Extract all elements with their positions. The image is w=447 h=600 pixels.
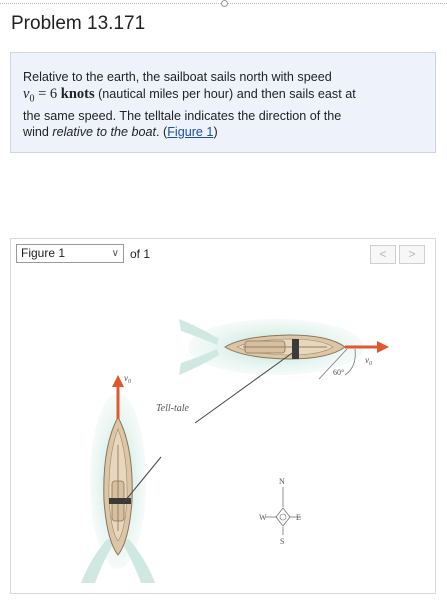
mast-block-north: [109, 498, 131, 504]
prev-figure-button[interactable]: <: [370, 245, 396, 264]
compass-w: W: [259, 513, 267, 522]
compass-e: E: [296, 513, 301, 522]
figure-select[interactable]: [16, 244, 124, 263]
compass-s: S: [280, 537, 285, 546]
telltale-label: Tell-tale: [156, 403, 189, 414]
figure-panel: [10, 238, 436, 594]
sailboat-diagram: [11, 269, 435, 593]
page-title: Problem 13.171: [11, 13, 146, 34]
relative-phrase: relative to the boat: [52, 125, 157, 140]
boat-north: [81, 393, 161, 583]
figure-count: of 1: [130, 247, 151, 261]
v0-equals: = 6: [34, 85, 61, 102]
v0-label-north: $v_0$: [124, 373, 131, 385]
next-figure-button[interactable]: >: [399, 245, 425, 264]
chevron-down-icon: ∨: [111, 248, 119, 259]
figure-select-value: Figure 1: [21, 246, 66, 260]
figure-toolbar: [11, 239, 435, 269]
top-divider-handle: [221, 0, 228, 7]
problem-line-1: Relative to the earth, the sailboat sails north with speed: [23, 70, 332, 84]
v0-subscript: 0: [29, 93, 35, 105]
v0-label-east: $v_0$: [365, 355, 372, 367]
problem-line-2: $v_0 = 6$ knots (nautical miles per hour) and then sails east at: [23, 85, 356, 105]
angle-label: 60°: [333, 368, 345, 377]
problem-line-4: wind relative to the boat. (Figure 1): [23, 125, 218, 140]
mast-block-east: [292, 339, 299, 359]
problem-statement: [10, 52, 436, 153]
v0-unit: knots: [60, 85, 95, 102]
problem-line-3: the same speed. The telltale indicates the direction of the: [23, 108, 342, 123]
figure-link[interactable]: Figure 1: [167, 125, 214, 140]
v0-symbol: v: [23, 85, 30, 102]
compass-icon: [259, 477, 301, 546]
compass-n: N: [279, 477, 285, 486]
